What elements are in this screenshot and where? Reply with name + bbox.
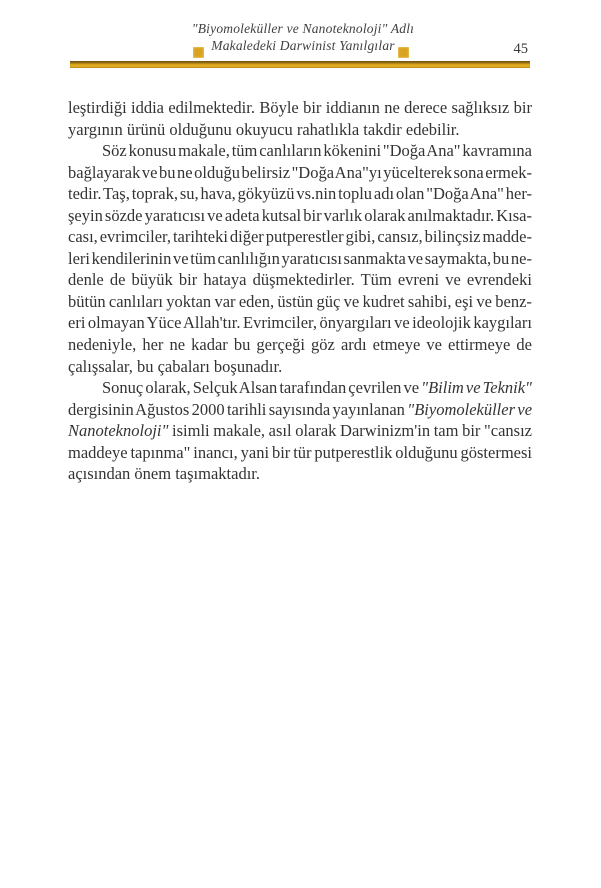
text-segment-italic: "Biyomoleküller ve [407, 399, 533, 419]
text-line-content [68, 226, 532, 248]
text-line-content [68, 399, 532, 421]
text-segment: Söz konusu makale, tüm canlıların kökenini "Doğa Ana" kavramına [102, 141, 532, 161]
text-line [68, 291, 532, 313]
text-segment: isimli makale, asıl olarak Darwinizm'in tam bir "cansız [172, 421, 532, 441]
running-header-line1: "Biyomoleküller ve Nanoteknoloji" Adlı [191, 21, 415, 36]
text-line [68, 248, 532, 270]
text-line-content [102, 377, 532, 399]
text-line [68, 119, 532, 141]
text-line-content [102, 140, 532, 162]
running-header-line2: Makaledeki Darwinist Yanılgılar [211, 37, 395, 53]
text-line-content [68, 205, 532, 227]
text-segment-italic: "Bilim ve Teknik" [421, 378, 532, 398]
text-segment: dergisinin Ağustos 2000 tarihli sayısında yayınlanan [68, 399, 408, 419]
text-line-content [68, 248, 532, 270]
gold-square-ornament-right-icon [398, 47, 409, 58]
text-line [68, 420, 532, 442]
text-segment-italic: Nanoteknoloji" [68, 421, 173, 441]
paragraph [68, 377, 532, 485]
text-line [68, 312, 532, 334]
text-segment: yargının ürünü olduğunu okuyucu rahatlıkla takdir edebilir. [68, 119, 460, 139]
header-rule [70, 61, 530, 68]
paragraph [68, 97, 532, 140]
gold-square-ornament-left-icon [193, 47, 204, 58]
text-segment: denle de büyük bir hataya düşmektedirler. Tüm evreni ve evrendeki [68, 270, 532, 290]
text-segment: Sonuç olarak, Selçuk Alsan tarafından çevrilen ve [102, 378, 422, 398]
text-line [68, 356, 532, 378]
text-segment: açısından önem taşımaktadır. [68, 464, 260, 484]
text-line [68, 442, 532, 464]
text-line-content [68, 442, 532, 464]
text-line [68, 226, 532, 248]
text-segment: şeyin sözde yaratıcısı ve adeta kutsal bir varlık olarak anılmaktadır. Kısa- [68, 205, 532, 225]
text-line [68, 140, 532, 162]
text-segment: bağlayarak ve bu ne olduğu belirsiz "Doğa Ana"yı yücelterek sona ermek- [68, 162, 532, 182]
text-line [68, 269, 532, 291]
text-segment: çalışsalar, bu çabaları boşunadır. [68, 356, 283, 376]
text-line-content [68, 97, 532, 119]
text-line-content [68, 119, 460, 141]
text-segment: bütün canlıları yoktan var eden, üstün güç ve kudret sahibi, eşi ve benz- [68, 291, 532, 311]
body-text [68, 97, 532, 485]
text-segment: nedeniyle, her ne kadar bu gerçeği göz ardı etmeye ve ettirmeye de [68, 335, 532, 355]
text-segment: cası, evrimciler, tarihteki diğer putperestler gibi, cansız, bilinçsiz madde- [68, 227, 532, 247]
text-segment: tedir. Taş, toprak, su, hava, gökyüzü vs.nin toplu adı olan "Doğa Ana" her- [68, 184, 533, 204]
text-line-content [68, 291, 532, 313]
text-line-content [68, 356, 282, 378]
text-line [68, 377, 532, 399]
text-line [68, 205, 532, 227]
text-segment: leştirdiği iddia edilmektedir. Böyle bir iddianın ne derece sağlıksız bir [68, 98, 532, 117]
text-line-content [68, 420, 532, 442]
text-line [68, 162, 532, 184]
text-line-content [68, 312, 532, 334]
text-line [68, 97, 532, 119]
text-segment: eri olmayan Yüce Allah'tır. Evrimciler, önyargıları ve ideolojik kaygıları [68, 313, 532, 333]
text-line [68, 463, 532, 485]
text-line [68, 334, 532, 356]
text-line [68, 399, 532, 421]
text-line-content [68, 183, 532, 205]
text-segment: maddeye tapınma" inancı, yani bir tür putperestlik olduğunu göstermesi [68, 442, 532, 462]
text-line-content [68, 334, 532, 356]
running-header [68, 21, 538, 54]
text-line-content [68, 269, 532, 291]
text-segment: leri kendilerinin ve tüm canlılığın yaratıcısı sanmakta ve saymakta, bu ne- [68, 248, 532, 268]
text-line [68, 183, 532, 205]
page-number: 45 [513, 41, 528, 57]
paragraph [68, 140, 532, 377]
text-line-content [68, 162, 532, 184]
text-line-content [68, 463, 260, 485]
